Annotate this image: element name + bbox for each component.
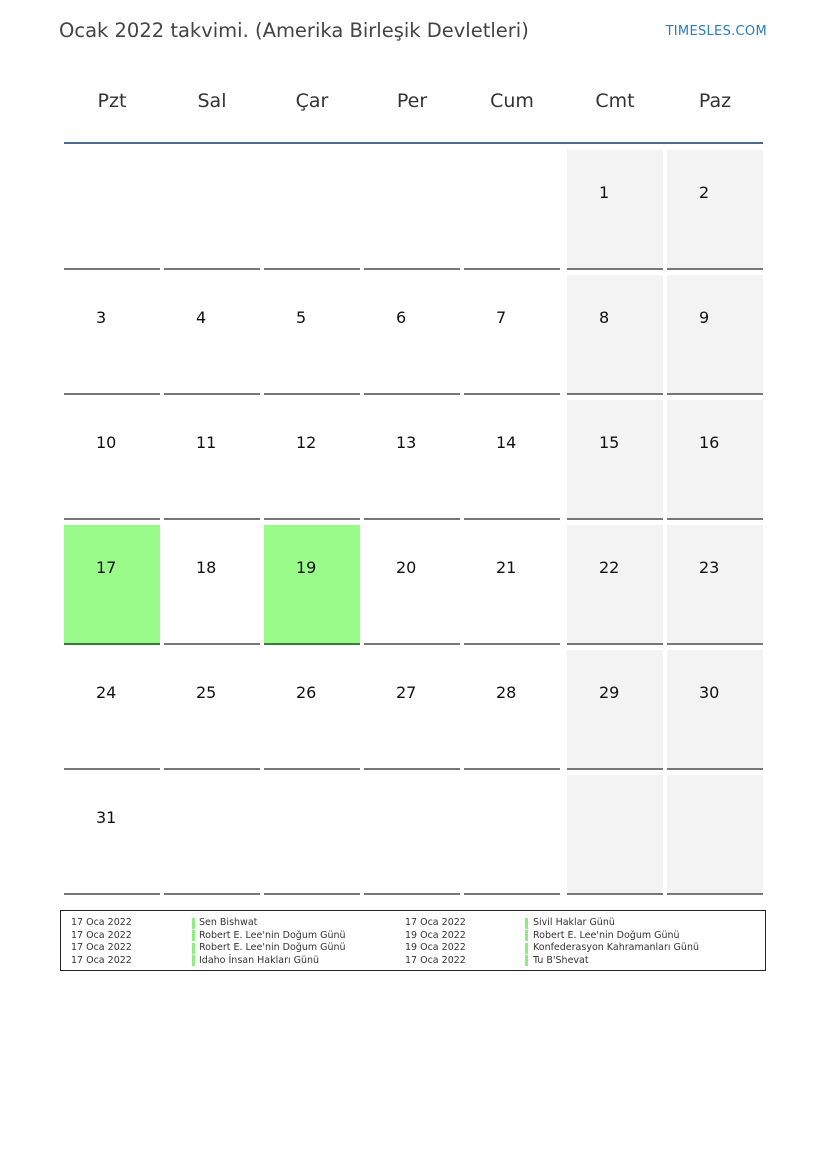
weekday-label: Sal [197, 90, 227, 112]
holiday-name: Sivil Haklar Günü [533, 917, 615, 928]
holiday-marker [525, 955, 528, 966]
day-number: 6 [396, 308, 407, 327]
day-number: 29 [599, 683, 620, 702]
calendar-day-cell[interactable] [667, 275, 763, 395]
day-number: 31 [96, 808, 117, 827]
holiday-name: Robert E. Lee'nin Doğum Günü [533, 929, 680, 941]
day-number: 17 [96, 558, 117, 577]
holiday-name: Robert E. Lee'nin Doğum Günü [199, 942, 346, 953]
calendar-day-cell[interactable] [567, 275, 663, 395]
calendar-empty-cell [264, 775, 360, 895]
calendar-day-cell[interactable] [164, 525, 260, 645]
calendar-day-cell[interactable] [464, 275, 560, 395]
day-number: 16 [699, 433, 720, 452]
holiday-name: Robert E. Lee'nin Doğum Günü [199, 929, 346, 941]
calendar-day-cell[interactable] [364, 650, 460, 770]
day-number: 30 [699, 683, 720, 702]
calendar-empty-cell [464, 150, 560, 270]
day-number: 8 [599, 308, 610, 327]
day-number: 4 [196, 308, 207, 327]
calendar-day-cell[interactable] [667, 400, 763, 520]
calendar-day-cell[interactable] [264, 650, 360, 770]
day-number: 3 [96, 308, 107, 327]
holiday-marker [525, 930, 528, 941]
calendar-day-cell[interactable] [364, 275, 460, 395]
holiday-date: 17 Oca 2022 [71, 917, 132, 928]
weekday-label: Cmt [595, 90, 635, 112]
calendar-empty-cell [164, 775, 260, 895]
calendar-day-cell[interactable] [164, 400, 260, 520]
day-number: 15 [599, 433, 620, 452]
weekday-label: Çar [295, 90, 329, 112]
day-number: 28 [496, 683, 517, 702]
calendar-day-cell[interactable] [567, 650, 663, 770]
calendar-day-cell[interactable] [464, 400, 560, 520]
brand-link[interactable]: TIMESLES.COM [665, 24, 767, 39]
calendar-day-cell[interactable] [364, 525, 460, 645]
calendar-day-cell[interactable] [567, 150, 663, 270]
day-number: 25 [196, 683, 217, 702]
holiday-marker [192, 943, 195, 954]
day-number: 1 [599, 183, 610, 202]
holiday-marker [192, 955, 195, 966]
calendar-day-cell[interactable] [264, 525, 360, 645]
weekday-label: Paz [698, 90, 732, 112]
holiday-name: Sen Bishwat [199, 917, 258, 928]
day-number: 27 [396, 683, 417, 702]
calendar-day-cell[interactable] [264, 400, 360, 520]
holiday-date: 17 Oca 2022 [405, 954, 466, 966]
day-number: 9 [699, 308, 710, 327]
day-number: 13 [396, 433, 417, 452]
day-number: 14 [496, 433, 517, 452]
day-number: 11 [196, 433, 217, 452]
holiday-marker [525, 943, 528, 954]
day-number: 23 [699, 558, 720, 577]
holiday-date: 19 Oca 2022 [405, 929, 466, 941]
holiday-name: Konfederasyon Kahramanları Günü [533, 942, 699, 953]
day-number: 19 [296, 558, 317, 577]
holiday-date: 17 Oca 2022 [405, 917, 466, 928]
calendar-empty-cell [264, 150, 360, 270]
calendar-day-cell[interactable] [64, 525, 160, 645]
day-number: 2 [699, 183, 710, 202]
calendar-day-cell[interactable] [667, 650, 763, 770]
holiday-date: 17 Oca 2022 [71, 929, 132, 941]
calendar-day-cell[interactable] [464, 650, 560, 770]
day-number: 10 [96, 433, 117, 452]
calendar-empty-cell [64, 150, 160, 270]
calendar-empty-cell [164, 150, 260, 270]
calendar-day-cell[interactable] [64, 275, 160, 395]
day-number: 24 [96, 683, 117, 702]
calendar-empty-cell [464, 775, 560, 895]
day-number: 26 [296, 683, 317, 702]
holiday-date: 17 Oca 2022 [71, 942, 132, 953]
calendar-day-cell[interactable] [64, 400, 160, 520]
calendar-empty-cell [567, 775, 663, 895]
calendar-day-cell[interactable] [567, 525, 663, 645]
calendar-empty-cell [364, 775, 460, 895]
weekday-label: Pzt [97, 90, 127, 112]
holiday-marker [192, 918, 195, 929]
day-number: 5 [296, 308, 307, 327]
weekday-label: Per [396, 90, 428, 112]
calendar-day-cell[interactable] [264, 275, 360, 395]
calendar-day-cell[interactable] [164, 275, 260, 395]
calendar-day-cell[interactable] [64, 775, 160, 895]
day-number: 12 [296, 433, 317, 452]
day-number: 7 [496, 308, 507, 327]
calendar-day-cell[interactable] [464, 525, 560, 645]
weekday-label: Cum [490, 90, 534, 112]
calendar-day-cell[interactable] [164, 650, 260, 770]
holiday-legend [60, 910, 766, 971]
calendar-day-cell[interactable] [567, 400, 663, 520]
header-divider [64, 142, 763, 144]
calendar-empty-cell [667, 775, 763, 895]
weekday-header [64, 90, 764, 118]
page-title: Ocak 2022 takvimi. (Amerika Birleşik Devletleri) [59, 19, 529, 42]
holiday-marker [525, 918, 528, 929]
calendar-day-cell[interactable] [667, 525, 763, 645]
day-number: 18 [196, 558, 217, 577]
calendar-day-cell[interactable] [667, 150, 763, 270]
calendar-day-cell[interactable] [364, 400, 460, 520]
calendar-day-cell[interactable] [64, 650, 160, 770]
holiday-name: Tu B'Shevat [533, 954, 589, 966]
day-number: 22 [599, 558, 620, 577]
holiday-marker [192, 930, 195, 941]
holiday-date: 17 Oca 2022 [71, 954, 132, 966]
holiday-name: Idaho İnsan Hakları Günü [199, 954, 320, 966]
holiday-date: 19 Oca 2022 [405, 942, 466, 953]
calendar-empty-cell [364, 150, 460, 270]
day-number: 21 [496, 558, 517, 577]
day-number: 20 [396, 558, 417, 577]
